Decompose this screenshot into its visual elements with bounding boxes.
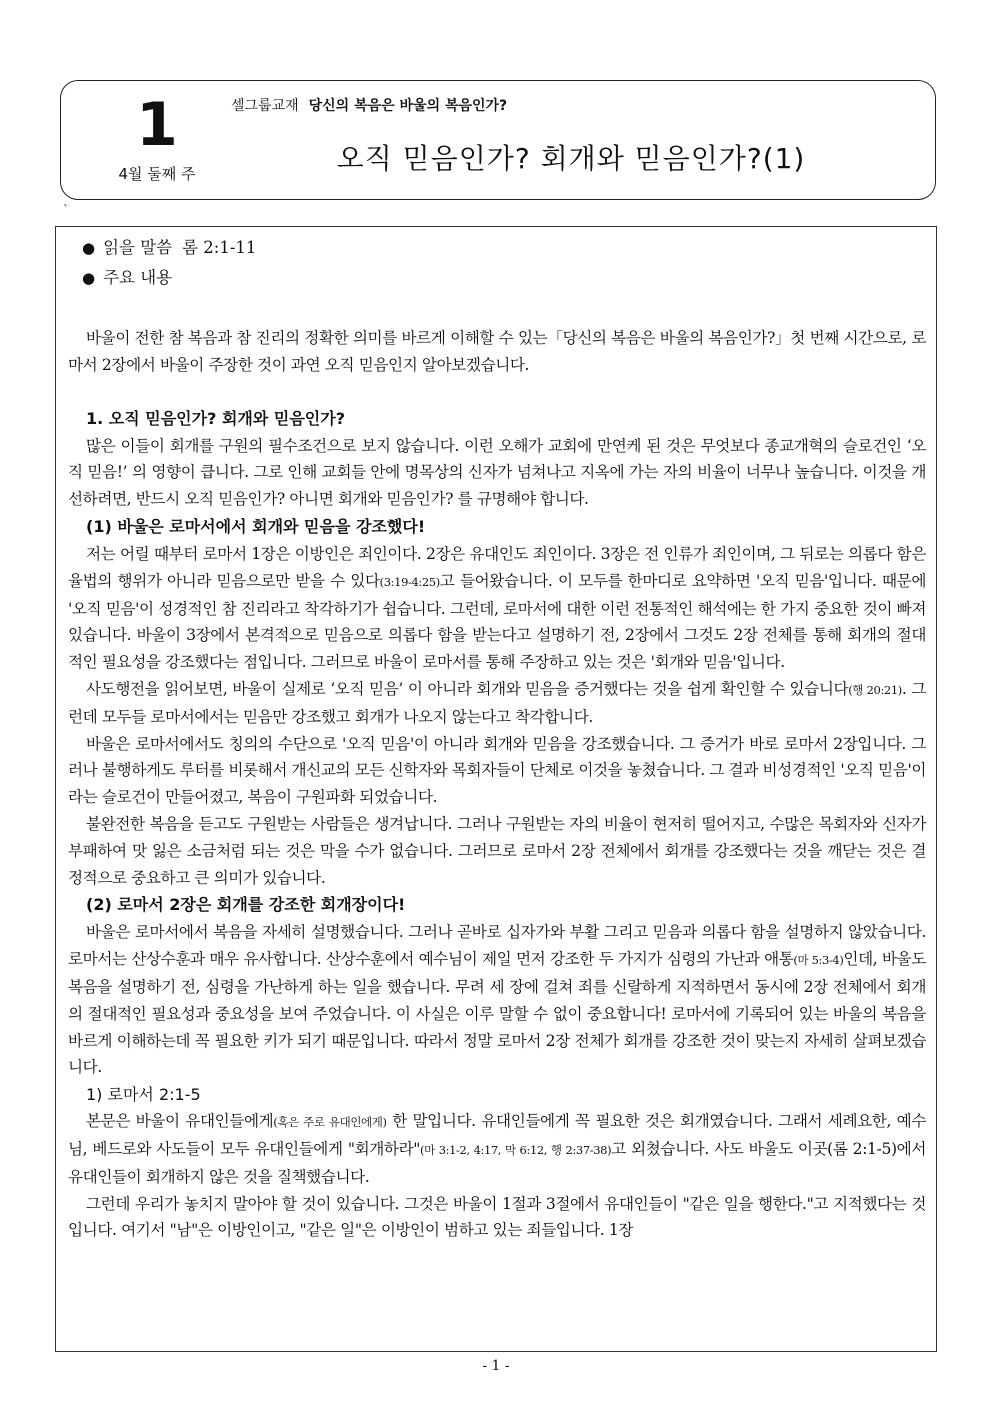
lesson-week: 4월 둘째 주	[118, 165, 196, 183]
series-line	[231, 95, 507, 115]
reading-label: 읽을 말씀	[103, 238, 173, 257]
paragraph	[68, 919, 926, 1081]
text: 저는 어릴 때부터 로마서 1장은 이방인은 죄인이다. 2장은 유대인도 죄인이다. 3장은 전 인류가 죄인이며, 그 뒤로는 의롭다 함은 율법의 행위가 아니라 믿음으로만 받을 수 있다	[68, 544, 926, 590]
scripture-ref: (행 20:21)	[848, 682, 902, 697]
text: 바울은 로마서에서 복음을 자세히 설명했습니다. 그러나 곧바로 십자가와 부활 그리고 믿음과 의롭다 함을 설명하지 않았습니다. 로마서는 산상수훈과 매우 유사합니다. 산상수훈에서 예수님이 제일 먼저 강조한 두 가지가 심령의 가난과 애통	[68, 923, 926, 969]
bullet-icon: ●	[82, 269, 96, 287]
paragraph	[68, 676, 926, 731]
series-subtitle: 당신의 복음은 바울의 복음인가?	[308, 98, 508, 114]
paragraph: 그런데 우리가 놓치지 말아야 할 것이 있습니다. 그것은 바울이 1절과 3절에서 유대인들이 "같은 일을 행한다."고 지적했다는 것입니다. 여기서 "남"은 이방인이고, "같은 일"은 이방인이 범하고 있는 죄들입니다. 1장	[68, 1194, 926, 1240]
scripture-ref: (마 5:3-4)	[793, 953, 844, 968]
content-box	[55, 226, 937, 1352]
section-heading: 1. 오직 믿음인가? 회개와 믿음인가?	[86, 408, 345, 428]
main-content-line	[68, 263, 926, 293]
text: 인데, 바울도 복음을 설명하기 전, 심령을 가난하게 하는 일을 했습니다. 무려 세 장에 걸쳐 죄를 신랄하게 지적하면서 동시에 2장 전체에서 회개의 절대적인 필요성과 중요성을 보여 주었습니다. 이 사실은 이루 말할 수 없이 중요합니다! 로마서에 기록되어 있는 바울의 복음을 바르게 이해하는데 꼭 필요한 키가 되기 때문입니다. 따라서 정말 로마서 2장 전체가 회개를 강조한 것이 맞는지 자세히 살펴보겠습니다.	[68, 950, 926, 1077]
text: 고 들어왔습니다. 이 모두를 한마디로 요약하면 '오직 믿음'입니다. 때문에 '오직 믿음'이 성경적인 참 진리라고 착각하기가 쉽습니다. 그런데, 로마서에 대한 이런 전통적인 해석에는 한 가지 중요한 것이 빠져 있습니다. 바울이 3장에서 본격적으로 믿음으로 의롭다 함을 받는다고 설명하기 전, 2장에서 그것도 2장 전체를 통해 회개의 절대적인 필요성을 강조했다는 점입니다. 그러므로 바울이 로마서를 통해 주장하고 있는 것은 '회개와 믿음'입니다.	[68, 571, 926, 672]
lesson-title: 오직 믿음인가? 회개와 믿음인가?(1)	[336, 142, 806, 175]
paragraph: 많은 이들이 회개를 구원의 필수조건으로 보지 않습니다. 이런 오해가 교회에 만연케 된 것은 무엇보다 종교개혁의 슬로건인 ‘오직 믿음!’ 의 영향이 큽니다. 그로 인해 교회들 안에 명목상의 신자가 넘쳐나고 지옥에 가는 자의 비율이 너무나 높습니다. 이것을 개선하려면, 반드시 오직 믿음인가? 아니면 회개와 믿음인가? 를 규명해야 합니다.	[68, 436, 926, 509]
scripture-ref: (혹은 주로 유대인에게)	[273, 1115, 387, 1130]
scripture-ref: (3:19-4:25)	[379, 574, 440, 589]
lesson-number: 1	[136, 90, 178, 160]
subsection-heading: 1) 로마서 2:1-5	[86, 1085, 201, 1105]
paragraph: 불완전한 복음을 듣고도 구원받는 사람들은 생겨납니다. 그러나 구원받는 자의 비율이 현저히 떨어지고, 수많은 목회자와 신자가 부패하여 맛 잃은 소금처럼 되는 것은 막을 수가 없습니다. 그러므로 로마서 2장 전체에서 회개를 강조했다는 것을 깨닫는 것은 결정적으로 중요하고 큰 의미가 있습니다.	[68, 814, 926, 887]
text: 고 외쳤습니다. 사도 바울도 이곳(롬 2:1-5)에서 유대인들이 회개하지 않은 것을 질책했습니다.	[68, 1139, 926, 1186]
page-number: - 1 -	[482, 1358, 510, 1374]
reading-line	[68, 233, 926, 263]
main-content-label: 주요 내용	[103, 268, 173, 287]
subsection-heading: (1) 바울은 로마서에서 회개와 믿음을 강조했다!	[86, 516, 426, 536]
text: 한 말입니다. 유대인들에게 꼭 필요한 것은 회개였습니다. 그래서 세례요한, 예수님, 베드로와 사도들이 모두 유대인들에게 "회개하라"	[68, 1112, 926, 1158]
scripture-ref: (마 3:1-2, 4:17, 막 6:12, 행 2:37-38)	[420, 1142, 612, 1157]
text: 본문은 바울이 유대인들에게	[86, 1112, 274, 1131]
paragraph: 바울은 로마서에서도 칭의의 수단으로 '오직 믿음'이 아니라 회개와 믿음을 강조했습니다. 그 증거가 바로 로마서 2장입니다. 그러나 불행하게도 루터를 비롯해서 개신교의 모든 신학자와 목회자들이 단체로 이것을 놓쳤습니다. 그 결과 비성경적인 '오직 믿음'이라는 슬로건이 만들어졌고, 복음이 구원파화 되었습니다.	[68, 734, 926, 807]
text: . 그런데 모두들 로마서에서는 믿음만 강조했고 회개가 나오지 않는다고 착각합니다.	[68, 679, 926, 726]
text: 사도행전을 읽어보면, 바울이 실제로 ‘오직 믿음’ 이 아니라 회개와 믿음을 증거했다는 것을 쉽게 확인할 수 있습니다	[86, 679, 849, 698]
paragraph	[68, 1108, 926, 1190]
bullet-icon: ●	[82, 239, 96, 257]
intro-paragraph: 바울이 전한 참 복음과 참 진리의 정확한 의미를 바르게 이해할 수 있는「당신의 복음은 바울의 복음인가?」첫 번째 시간으로, 로마서 2장에서 바울이 주장한 것이 과연 오직 믿음인지 알아보겠습니다.	[68, 329, 926, 374]
stray-mark: `	[63, 203, 69, 217]
paragraph	[68, 541, 926, 676]
subsection-heading: (2) 로마서 2장은 회개를 강조한 회개장이다!	[86, 895, 406, 915]
series-name: 셀그룹교재	[231, 98, 299, 114]
reading-reference: 롬 2:1-11	[182, 238, 257, 257]
lesson-header-box	[60, 80, 936, 200]
